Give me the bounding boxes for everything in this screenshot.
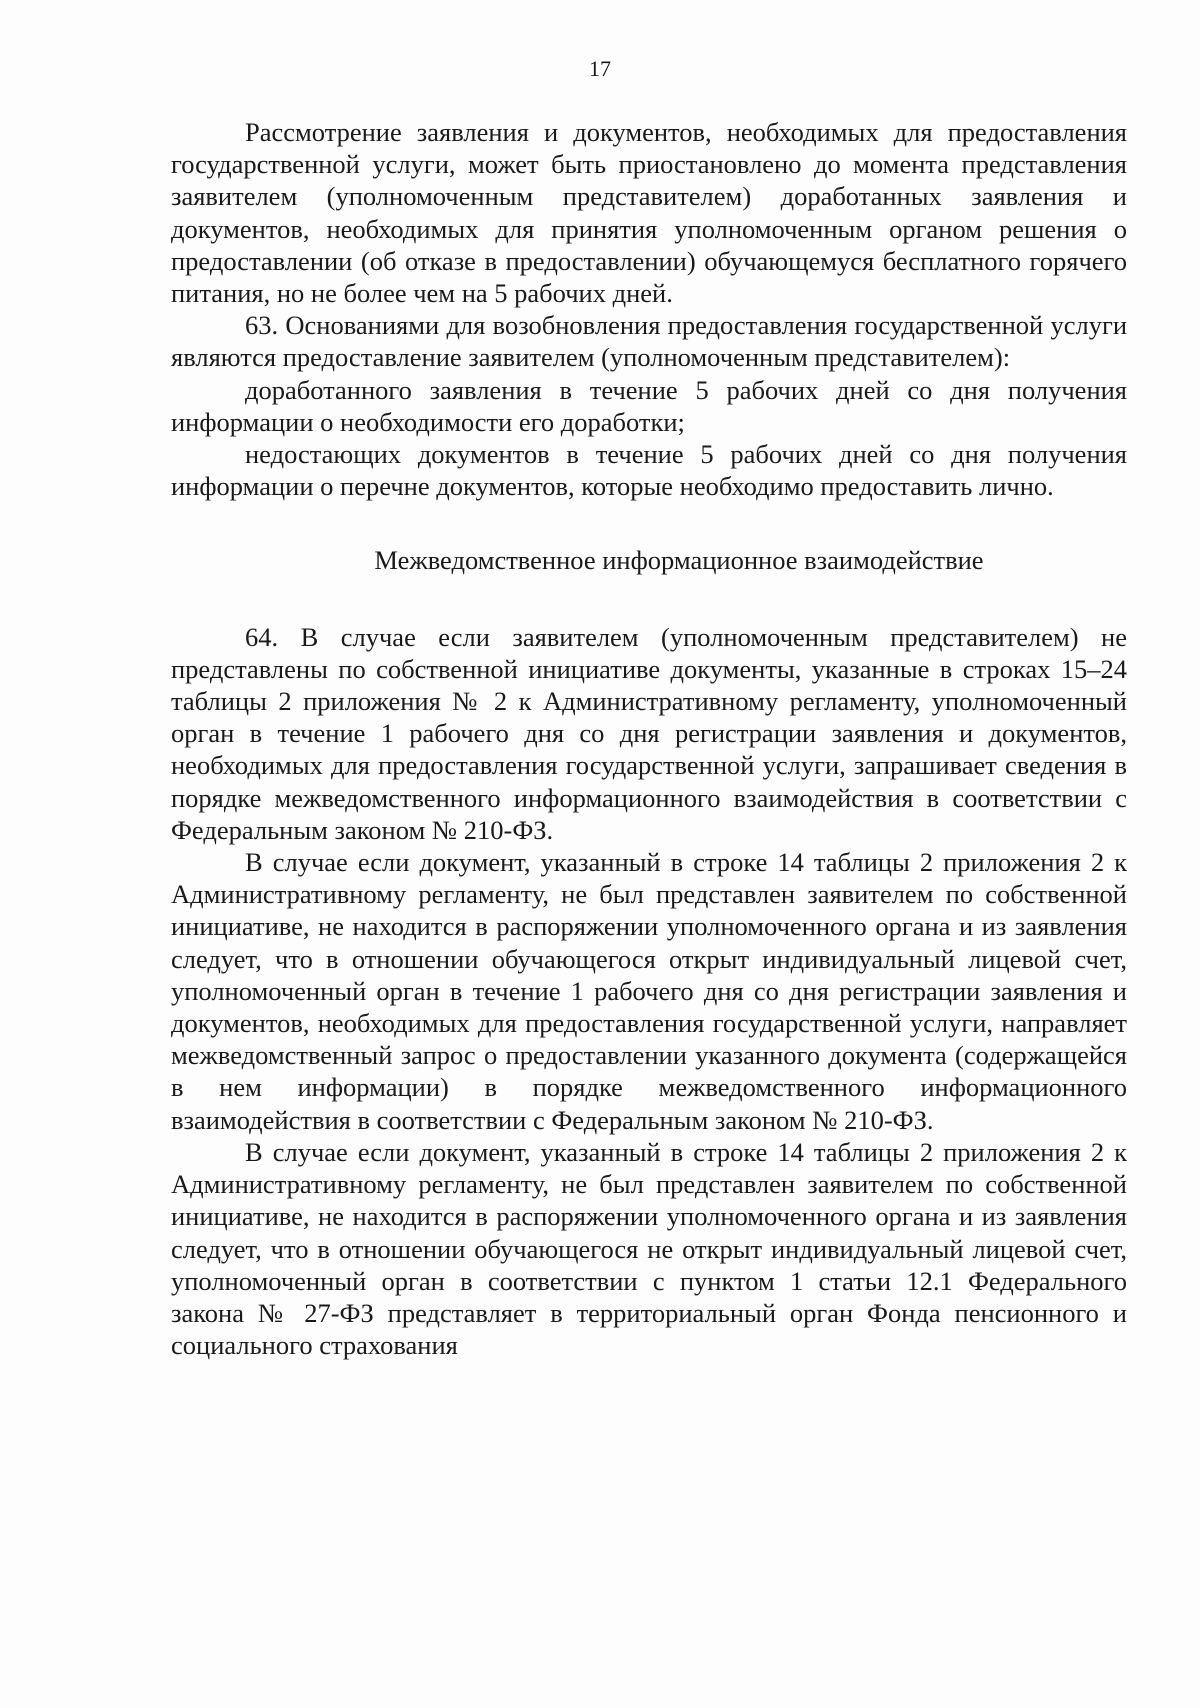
paragraph-63: 63. Основаниями для возобновления предоставления государственной услуги являются предоставление заявителем (уполномоченным представителем): bbox=[171, 310, 1127, 373]
page-number: 17 bbox=[589, 56, 611, 81]
paragraph-revised-application: доработанного заявления в течение 5 рабочих дней со дня получения информации о необходимости его доработки; bbox=[171, 374, 1127, 437]
paragraph-missing-documents: недостающих документов в течение 5 рабочих дней со дня получения информации о перечне документов, которые необходимо предоставить лично. bbox=[171, 439, 1127, 502]
paragraph-account-not-opened: В случае если документ, указанный в строке 14 таблицы 2 приложения 2 к Административному регламенту, не был представлен заявителем по собственной инициативе, не находится в распоряжении уполномоченного органа и из заявления следует, что в отношении обучающегося не открыт индивидуальный лицевой счет, уполномоченный орган в соответствии с пунктом 1 статьи 12.1 Федерального закона № 27-ФЗ представляет в территориальный орган Фонда пенсионного и социального страхования bbox=[171, 1136, 1127, 1361]
paragraph-64: 64. В случае если заявителем (уполномоченным представителем) не представлены по собственной инициативе документы, указанные в строках 15–24 таблицы 2 приложения № 2 к Административному регламенту, уполномоченный орган в течение 1 рабочего дня со дня регистрации заявления и документов, необходимых для предоставления государственной услуги, запрашивает сведения в порядке межведомственного информационного взаимодействия в соответствии с Федеральным законом № 210-ФЗ. bbox=[171, 621, 1127, 845]
document-body bbox=[171, 116, 1127, 1361]
paragraph-suspension: Рассмотрение заявления и документов, необходимых для предоставления государственной услуги, может быть приостановлено до момента представления заявителем (уполномоченным представителем) доработанных заявления и документов, необходимых для принятия уполномоченным органом решения о предоставлении (об отказе в предоставлении) обучающемуся бесплатного горячего питания, но не более чем на 5 рабочих дней. bbox=[171, 117, 1127, 309]
paragraph-account-opened: В случае если документ, указанный в строке 14 таблицы 2 приложения 2 к Административному регламенту, не был представлен заявителем по собственной инициативе, не находится в распоряжении уполномоченного органа и из заявления следует, что в отношении обучающегося открыт индивидуальный лицевой счет, уполномоченный орган в течение 1 рабочего дня со дня регистрации заявления и документов, необходимых для предоставления государственной услуги, направляет межведомственный запрос о предоставлении указанного документа (содержащейся в нем информации) в порядке межведомственного информационного взаимодействия в соответствии с Федеральным законом № 210-ФЗ. bbox=[171, 847, 1127, 1135]
section-heading: Межведомственное информационное взаимодействие bbox=[374, 545, 984, 576]
